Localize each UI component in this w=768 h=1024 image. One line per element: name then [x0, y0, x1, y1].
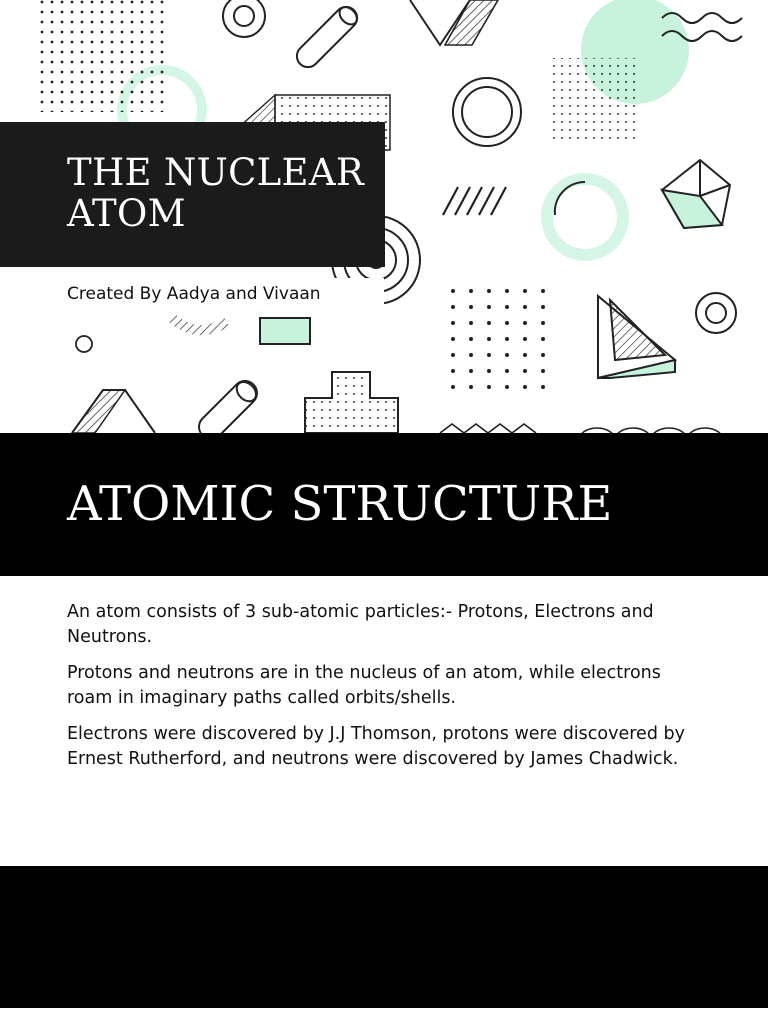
cube-icon — [662, 160, 730, 228]
triangle-icon — [72, 390, 155, 433]
cross-icon — [305, 372, 398, 433]
paragraph-particles: An atom consists of 3 sub-atomic particles:- Protons, Electrons and Neutrons. — [67, 602, 654, 647]
dot-grid-icon — [40, 0, 165, 112]
section-body — [67, 600, 707, 783]
paragraph-nucleus: Protons and neutrons are in the nucleus of an atom, while electrons roam in imaginary paths called orbits/shells. — [67, 663, 661, 708]
cover-subtitle: Created By Aadya and Vivaan — [67, 284, 321, 304]
capsule-icon — [292, 2, 361, 71]
cover-slide — [0, 0, 768, 433]
next-slide-block — [0, 866, 768, 1008]
cover-title: THE NUCLEAR ATOM — [67, 151, 365, 235]
section-title: ATOMIC STRUCTURE — [67, 476, 613, 532]
paragraph-discoveries: Electrons were discovered by J.J Thomson, protons were discovered by Ernest Rutherford, and neutrons were discovered by James Chadwick. — [67, 724, 685, 769]
